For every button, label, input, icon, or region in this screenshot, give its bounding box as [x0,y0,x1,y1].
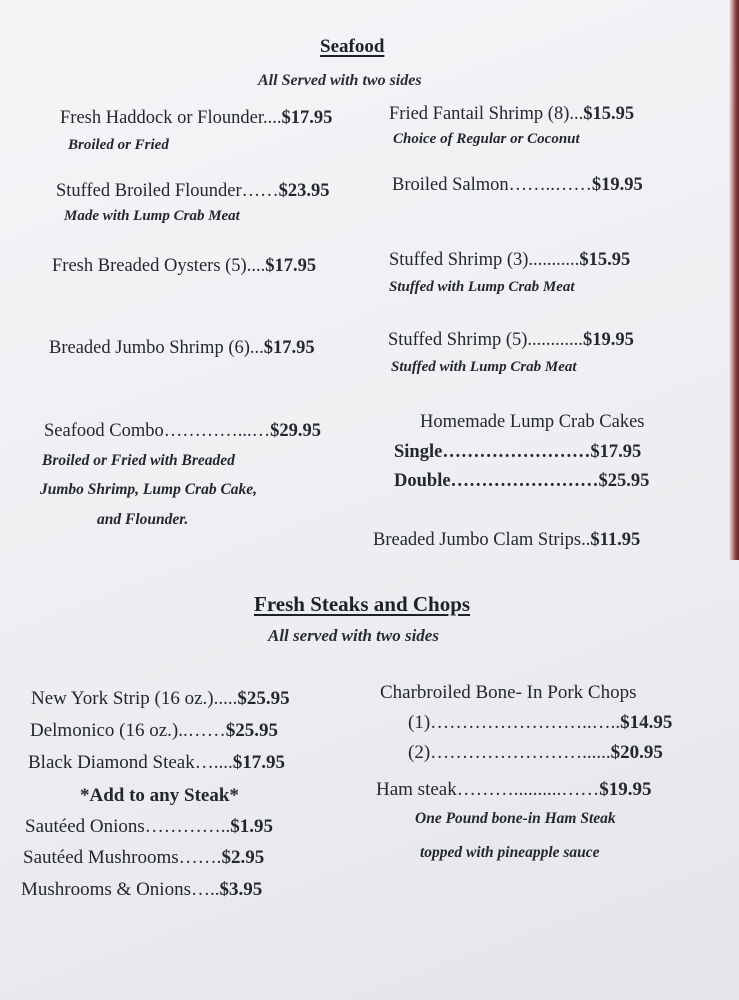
menu-item-fantail-shrimp: Fried Fantail Shrimp (8)...$15.95 [389,104,635,124]
menu-item-mushrooms-onions: Mushrooms & Onions…..$3.95 [21,879,263,900]
menu-cover-edge [729,0,739,560]
menu-item-pork-chops-2: (2)……………………......$20.95 [408,742,663,763]
menu-item-delmonico: Delmonico (16 oz.)..……$25.95 [30,720,279,741]
menu-item-sauteed-mushrooms: Sautéed Mushrooms…….$2.95 [23,847,265,868]
menu-item-desc: Made with Lump Crab Meat [64,208,240,224]
menu-item-desc: Stuffed with Lump Crab Meat [389,279,575,295]
menu-item-desc: Jumbo Shrimp, Lump Crab Cake, [40,481,258,498]
menu-item-oysters: Fresh Breaded Oysters (5)....$17.95 [52,256,317,276]
menu-item-stuffed-flounder: Stuffed Broiled Flounder……$23.95 [56,181,330,201]
section-title-steaks: Fresh Steaks and Chops [254,592,471,616]
menu-item-haddock: Fresh Haddock or Flounder....$17.95 [60,108,333,128]
menu-item-desc: and Flounder. [97,511,189,528]
menu-item-desc: Broiled or Fried with Breaded [42,452,235,469]
menu-item-desc: Broiled or Fried [68,137,169,153]
menu-item-stuffed-shrimp-3: Stuffed Shrimp (3)...........$15.95 [389,250,631,270]
menu-item-crab-cake-single: Single……………………$17.95 [394,442,642,462]
menu-item-jumbo-shrimp: Breaded Jumbo Shrimp (6)...$17.95 [49,338,315,358]
menu-item-desc: Stuffed with Lump Crab Meat [391,359,577,375]
menu-item-desc: Choice of Regular or Coconut [393,131,580,147]
menu-item-seafood-combo: Seafood Combo…………...…$29.95 [44,421,321,441]
menu-item-crab-cakes: Homemade Lump Crab Cakes [420,412,645,432]
menu-item-sauteed-onions: Sautéed Onions…………..$1.95 [25,816,274,837]
menu-item-pork-chops-1: (1)……………………..…..$14.95 [408,712,673,733]
section-title-seafood: Seafood [320,36,385,57]
menu-item-desc: topped with pineapple sauce [420,844,600,861]
menu-item-clam-strips: Breaded Jumbo Clam Strips..$11.95 [373,530,641,550]
menu-item-crab-cake-double: Double……………………$25.95 [394,471,650,491]
menu-item-pork-chops: Charbroiled Bone- In Pork Chops [380,682,637,703]
section-subtitle-seafood: All Served with two sides [258,72,422,89]
add-to-steak-heading: *Add to any Steak* [80,785,239,806]
menu-item-ny-strip: New York Strip (16 oz.).....$25.95 [31,688,290,709]
menu-item-desc: One Pound bone-in Ham Steak [415,810,616,827]
menu-item-black-diamond: Black Diamond Steak…....$17.95 [28,752,285,773]
section-subtitle-steaks: All served with two sides [268,626,439,645]
menu-item-salmon: Broiled Salmon……..……$19.95 [392,175,643,195]
menu-item-ham-steak: Ham steak………..........……$19.95 [376,779,652,800]
menu-item-stuffed-shrimp-5: Stuffed Shrimp (5)............$19.95 [388,330,634,350]
